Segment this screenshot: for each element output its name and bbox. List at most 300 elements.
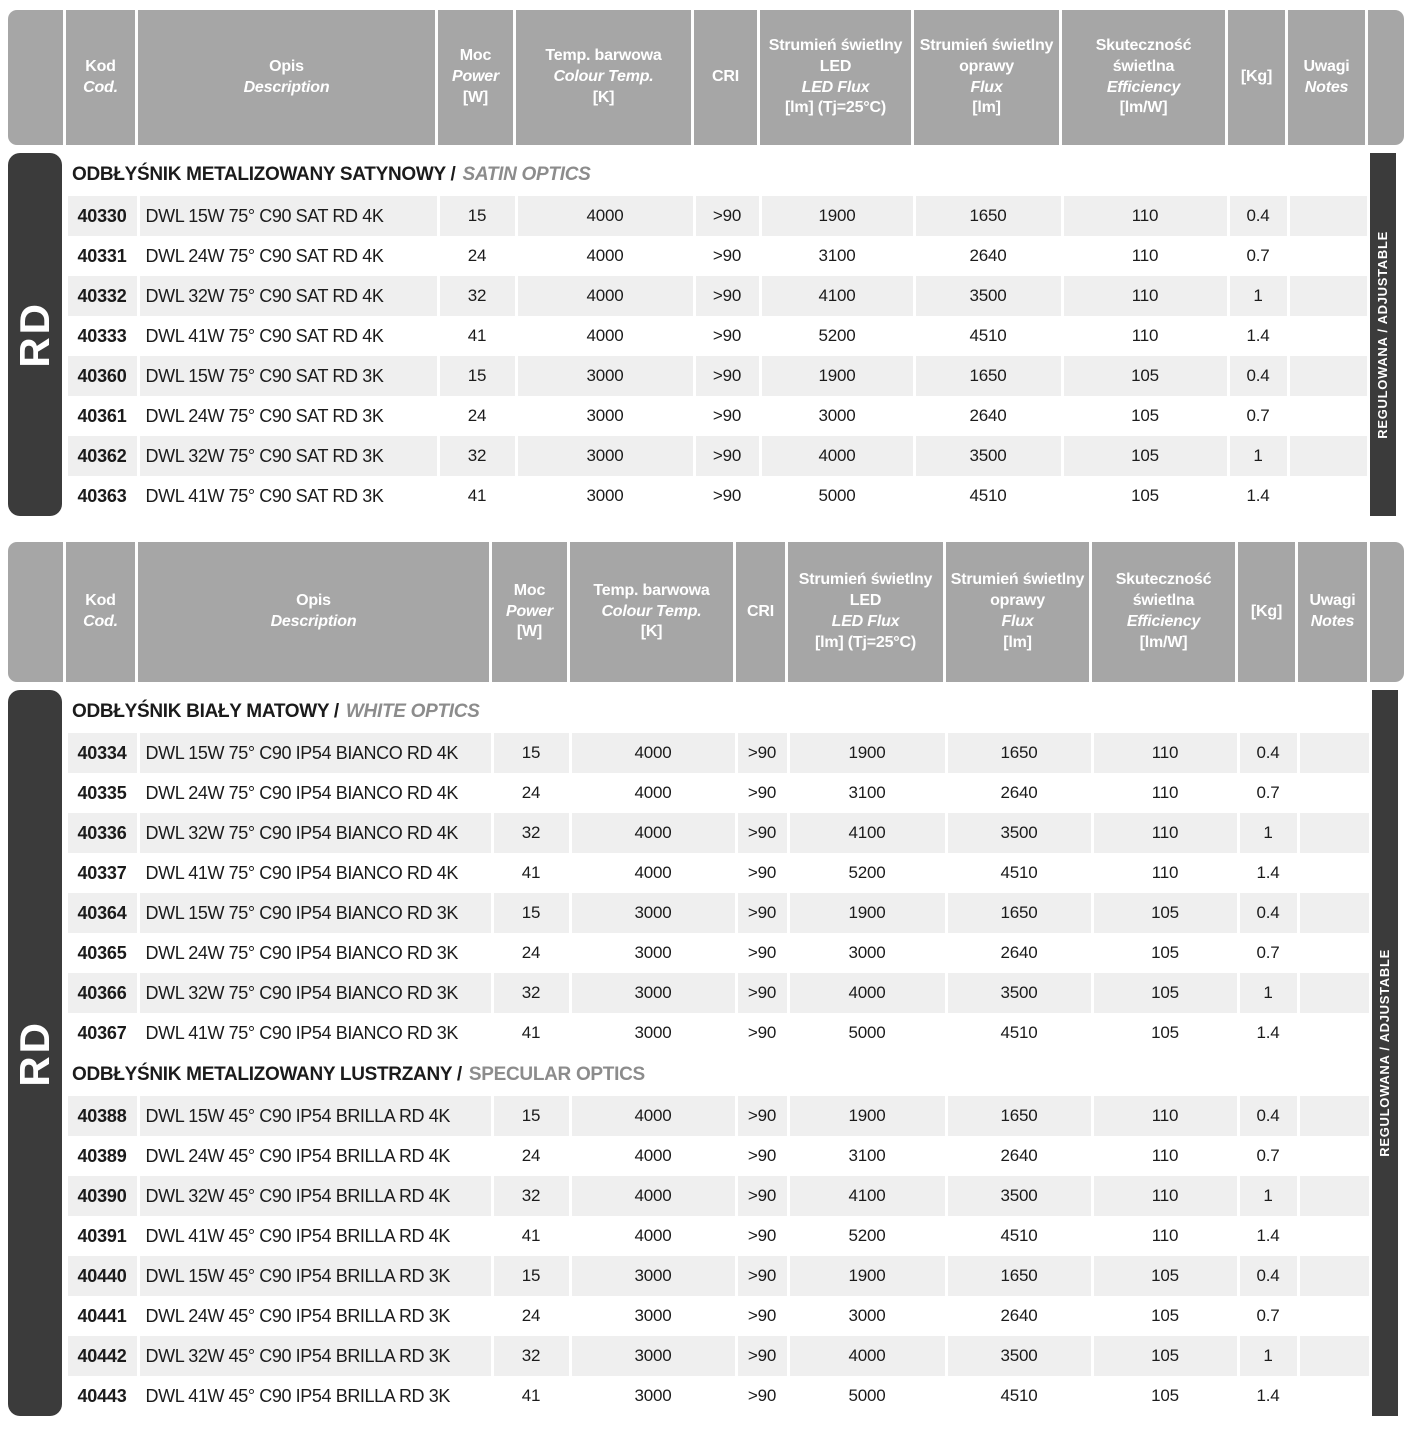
cell-efficiency: 110 (1062, 236, 1228, 276)
adjustable-strip-cell (1368, 153, 1404, 516)
cell-efficiency: 110 (1092, 853, 1238, 893)
cell-kod: 40334 (66, 733, 138, 773)
cell-opis: DWL 41W 45° C90 IP54 BRILLA RD 4K (138, 1216, 492, 1256)
cell-kod: 40362 (66, 436, 138, 476)
cell-uwagi-empty (1298, 1096, 1370, 1136)
section-title-en: SPECULAR OPTICS (468, 1063, 645, 1085)
cell-temp: 3000 (570, 1256, 736, 1296)
column-label-pl: [Kg] (1240, 68, 1273, 86)
cell-uwagi-empty (1298, 1176, 1370, 1216)
cell-moc: 24 (492, 933, 570, 973)
cell-efficiency: 105 (1062, 356, 1228, 396)
cell-led-flux: 4100 (788, 1176, 946, 1216)
section-title-en: SATIN OPTICS (462, 163, 591, 185)
column-label-pl: Opis (269, 57, 304, 75)
cell-kod: 40390 (66, 1176, 138, 1216)
cell-opis: DWL 32W 75° C90 SAT RD 4K (138, 276, 438, 316)
cell-efficiency: 110 (1092, 1096, 1238, 1136)
cell-kg: 1 (1228, 436, 1288, 476)
column-header-temp (570, 542, 736, 682)
cell-led-flux: 5000 (788, 1013, 946, 1053)
cell-cri: >90 (736, 893, 788, 933)
cell-kod: 40441 (66, 1296, 138, 1336)
section-title-pl: ODBŁYŚNIK METALIZOWANY SATYNOWY / (72, 163, 456, 185)
column-header-kod (66, 10, 138, 145)
table-row (8, 476, 1404, 516)
cell-temp: 3000 (570, 893, 736, 933)
cell-temp: 4000 (516, 196, 694, 236)
column-label-en: Colour Temp. (553, 68, 654, 86)
cell-flux: 1650 (914, 356, 1062, 396)
column-label-en: Power (505, 602, 554, 620)
table-row (8, 733, 1404, 773)
adjustable-strip (1372, 690, 1398, 1416)
cell-temp: 3000 (570, 1013, 736, 1053)
cell-cri: >90 (736, 813, 788, 853)
cell-moc: 41 (492, 1376, 570, 1416)
column-label-en: LED Flux (801, 78, 870, 96)
cell-flux: 2640 (946, 1296, 1092, 1336)
cell-kod: 40333 (66, 316, 138, 356)
cell-temp: 4000 (570, 1216, 736, 1256)
cell-led-flux: 3100 (760, 236, 914, 276)
cell-led-flux: 4100 (760, 276, 914, 316)
cell-temp: 3000 (516, 396, 694, 436)
cell-cri: >90 (736, 1296, 788, 1336)
cell-efficiency: 105 (1092, 973, 1238, 1013)
cell-moc: 32 (438, 276, 516, 316)
section-header-row (8, 690, 1404, 733)
cell-moc: 41 (492, 853, 570, 893)
column-label-pl: Moc (459, 47, 492, 65)
cell-kg: 1 (1238, 1336, 1298, 1376)
cell-kod: 40361 (66, 396, 138, 436)
column-label-pl: CRI (712, 68, 739, 86)
column-header-kod (66, 542, 138, 682)
cell-kg: 0.4 (1238, 893, 1298, 933)
cell-moc: 32 (438, 436, 516, 476)
cell-flux: 3500 (946, 1336, 1092, 1376)
cell-flux: 4510 (946, 1376, 1092, 1416)
cell-uwagi-empty (1298, 1216, 1370, 1256)
column-header-temp (516, 10, 694, 145)
column-label-en: Power (451, 68, 500, 86)
column-label-pl: Strumień świetlny LED (798, 571, 933, 610)
cell-kod: 40365 (66, 933, 138, 973)
cell-uwagi-empty (1298, 773, 1370, 813)
cell-kod: 40364 (66, 893, 138, 933)
cell-kod: 40337 (66, 853, 138, 893)
table-row (8, 316, 1404, 356)
cell-flux: 2640 (946, 773, 1092, 813)
column-label-en: LED Flux (831, 613, 900, 630)
cell-led-flux: 1900 (788, 893, 946, 933)
cell-led-flux: 1900 (788, 1096, 946, 1136)
column-header-cri (736, 542, 788, 682)
column-label-en: Colour Temp. (601, 602, 702, 620)
cell-uwagi-empty (1288, 476, 1368, 516)
cell-cri: >90 (736, 1336, 788, 1376)
cell-kg: 0.7 (1228, 396, 1288, 436)
spec-table (8, 690, 1404, 1416)
cell-efficiency: 105 (1062, 396, 1228, 436)
cell-led-flux: 5200 (788, 1216, 946, 1256)
section-title (66, 690, 1370, 733)
cell-kod: 40443 (66, 1376, 138, 1416)
cell-opis: DWL 15W 45° C90 IP54 BRILLA RD 4K (138, 1096, 492, 1136)
cell-temp: 3000 (570, 973, 736, 1013)
table-row (8, 933, 1404, 973)
table-row (8, 1096, 1404, 1136)
cell-moc: 41 (492, 1013, 570, 1053)
section-title (66, 153, 1368, 196)
column-label-pl: Moc (513, 581, 546, 599)
column-label-pl: Opis (296, 592, 331, 610)
cell-temp: 4000 (570, 773, 736, 813)
column-label-pl: Temp. barwowa (545, 47, 662, 65)
cell-led-flux: 5000 (760, 476, 914, 516)
cell-efficiency: 105 (1092, 893, 1238, 933)
cell-opis: DWL 41W 75° C90 SAT RD 4K (138, 316, 438, 356)
table-row (8, 1336, 1404, 1376)
section-header-row (8, 153, 1404, 196)
spec-table (8, 153, 1404, 516)
cell-uwagi-empty (1288, 356, 1368, 396)
section-title (66, 1053, 1370, 1096)
column-header-cri (694, 10, 760, 145)
cell-efficiency: 105 (1092, 1013, 1238, 1053)
header-spacer-left (8, 10, 66, 145)
cell-cri: >90 (736, 773, 788, 813)
column-label-en: Notes (1310, 613, 1355, 630)
cell-kod: 40332 (66, 276, 138, 316)
cell-kod: 40360 (66, 356, 138, 396)
table-row (8, 436, 1404, 476)
cell-kod: 40336 (66, 813, 138, 853)
cell-cri: >90 (736, 1256, 788, 1296)
column-label-en: Description (243, 78, 330, 96)
column-header-kg (1238, 542, 1298, 682)
cell-moc: 24 (492, 773, 570, 813)
cell-led-flux: 5200 (788, 853, 946, 893)
table-row (8, 1256, 1404, 1296)
cell-moc: 32 (492, 1176, 570, 1216)
column-label-en: Description (270, 613, 357, 630)
cell-moc: 41 (438, 316, 516, 356)
cell-uwagi-empty (1298, 933, 1370, 973)
column-unit: [lm] (972, 99, 1001, 117)
side-tab-cell (8, 690, 66, 1416)
section-header-row (8, 1053, 1404, 1096)
cell-temp: 4000 (570, 733, 736, 773)
column-label-pl: Strumień świetlny oprawy (919, 36, 1054, 75)
cell-opis: DWL 32W 75° C90 SAT RD 3K (138, 436, 438, 476)
cell-kg: 1 (1228, 276, 1288, 316)
cell-kod: 40389 (66, 1136, 138, 1176)
cell-opis: DWL 32W 75° C90 IP54 BIANCO RD 3K (138, 973, 492, 1013)
cell-efficiency: 105 (1092, 1336, 1238, 1376)
cell-led-flux: 3000 (788, 933, 946, 973)
cell-kg: 1.4 (1238, 1376, 1298, 1416)
cell-kg: 0.7 (1238, 1296, 1298, 1336)
cell-moc: 41 (438, 476, 516, 516)
cell-flux: 1650 (946, 733, 1092, 773)
column-header-flux (946, 542, 1092, 682)
cell-flux: 3500 (914, 436, 1062, 476)
cell-temp: 4000 (570, 1096, 736, 1136)
cell-led-flux: 5200 (760, 316, 914, 356)
cell-moc: 15 (438, 356, 516, 396)
column-header-band (8, 542, 1404, 682)
cell-flux: 1650 (946, 1256, 1092, 1296)
adjustable-strip (1370, 153, 1396, 516)
table-row (8, 813, 1404, 853)
cell-flux: 1650 (914, 196, 1062, 236)
cell-led-flux: 1900 (760, 356, 914, 396)
cell-temp: 4000 (570, 1176, 736, 1216)
cell-kg: 1 (1238, 813, 1298, 853)
cell-cri: >90 (736, 1096, 788, 1136)
cell-uwagi-empty (1288, 236, 1368, 276)
column-unit: [lm] (Tj=25°C) (785, 99, 886, 117)
cell-opis: DWL 24W 75° C90 IP54 BIANCO RD 3K (138, 933, 492, 973)
table-row (8, 236, 1404, 276)
cell-kg: 0.4 (1228, 196, 1288, 236)
column-header-led-flux (760, 10, 914, 145)
cell-kg: 1.4 (1238, 853, 1298, 893)
column-header-flux (914, 10, 1062, 145)
cell-flux: 2640 (914, 396, 1062, 436)
cell-kg: 0.4 (1238, 1256, 1298, 1296)
cell-temp: 4000 (570, 813, 736, 853)
adjustable-strip-label: REGULOWANA / ADJUSTABLE (1377, 949, 1393, 1157)
cell-led-flux: 1900 (788, 1256, 946, 1296)
cell-efficiency: 110 (1062, 276, 1228, 316)
cell-kg: 0.4 (1238, 1096, 1298, 1136)
cell-efficiency: 105 (1062, 436, 1228, 476)
column-header-uwagi (1298, 542, 1370, 682)
cell-opis: DWL 15W 45° C90 IP54 BRILLA RD 3K (138, 1256, 492, 1296)
cell-moc: 24 (492, 1296, 570, 1336)
cell-kod: 40440 (66, 1256, 138, 1296)
cell-moc: 32 (492, 973, 570, 1013)
cell-flux: 3500 (946, 973, 1092, 1013)
cell-uwagi-empty (1288, 316, 1368, 356)
column-label-en: Cod. (83, 78, 118, 96)
cell-efficiency: 110 (1062, 316, 1228, 356)
cell-efficiency: 105 (1062, 476, 1228, 516)
section-title-pl: ODBŁYŚNIK BIAŁY MATOWY / (72, 700, 339, 722)
cell-opis: DWL 32W 45° C90 IP54 BRILLA RD 4K (138, 1176, 492, 1216)
cell-opis: DWL 15W 75° C90 IP54 BIANCO RD 3K (138, 893, 492, 933)
cell-led-flux: 1900 (760, 196, 914, 236)
cell-cri: >90 (694, 276, 760, 316)
cell-cri: >90 (694, 396, 760, 436)
cell-cri: >90 (736, 853, 788, 893)
rd-logo: RD (10, 1019, 58, 1087)
header-spacer-right (1370, 542, 1404, 682)
table-row (8, 1216, 1404, 1256)
cell-kg: 1.4 (1238, 1216, 1298, 1256)
column-label-en: Efficiency (1126, 613, 1201, 630)
cell-kod: 40330 (66, 196, 138, 236)
cell-efficiency: 110 (1092, 733, 1238, 773)
column-unit: [W] (516, 623, 543, 641)
cell-efficiency: 105 (1092, 1296, 1238, 1336)
cell-moc: 15 (492, 893, 570, 933)
cell-moc: 32 (492, 1336, 570, 1376)
adjustable-strip-label: REGULOWANA / ADJUSTABLE (1375, 230, 1391, 439)
cell-kg: 0.7 (1228, 236, 1288, 276)
column-unit: [lm/W] (1139, 633, 1188, 651)
header-spacer-right (1368, 10, 1404, 145)
cell-cri: >90 (694, 476, 760, 516)
cell-kod: 40388 (66, 1096, 138, 1136)
column-label-pl: CRI (747, 602, 774, 620)
table-row (8, 1013, 1404, 1053)
column-header-opis (138, 10, 438, 145)
column-unit: [K] (640, 623, 663, 641)
cell-opis: DWL 24W 75° C90 SAT RD 4K (138, 236, 438, 276)
cell-cri: >90 (694, 436, 760, 476)
table-row (8, 196, 1404, 236)
cell-temp: 3000 (516, 436, 694, 476)
cell-moc: 24 (438, 396, 516, 436)
cell-cri: >90 (694, 356, 760, 396)
cell-uwagi-empty (1298, 733, 1370, 773)
cell-efficiency: 110 (1092, 1216, 1238, 1256)
cell-efficiency: 105 (1092, 933, 1238, 973)
cell-kg: 1.4 (1228, 316, 1288, 356)
cell-efficiency: 110 (1092, 1176, 1238, 1216)
adjustable-strip-cell (1370, 690, 1404, 1416)
cell-flux: 4510 (946, 1013, 1092, 1053)
cell-flux: 1650 (946, 1096, 1092, 1136)
cell-uwagi-empty (1288, 436, 1368, 476)
cell-led-flux: 4100 (788, 813, 946, 853)
column-header-efficiency (1092, 542, 1238, 682)
cell-uwagi-empty (1288, 276, 1368, 316)
column-label-en: Flux (970, 78, 1003, 96)
cell-kg: 1 (1238, 1176, 1298, 1216)
side-tab (8, 153, 62, 516)
cell-kg: 0.4 (1238, 733, 1298, 773)
cell-opis: DWL 24W 75° C90 SAT RD 3K (138, 396, 438, 436)
section-title-pl: ODBŁYŚNIK METALIZOWANY LUSTRZANY / (72, 1063, 462, 1085)
cell-opis: DWL 32W 45° C90 IP54 BRILLA RD 3K (138, 1336, 492, 1376)
rd-logo: RD (10, 301, 58, 368)
cell-temp: 3000 (516, 476, 694, 516)
cell-flux: 3500 (946, 1176, 1092, 1216)
cell-kg: 1.4 (1238, 1013, 1298, 1053)
cell-uwagi-empty (1298, 1376, 1370, 1416)
cell-led-flux: 5000 (788, 1376, 946, 1416)
cell-cri: >90 (736, 1013, 788, 1053)
cell-flux: 4510 (914, 476, 1062, 516)
cell-cri: >90 (736, 973, 788, 1013)
column-header-moc (438, 10, 516, 145)
cell-efficiency: 105 (1092, 1256, 1238, 1296)
cell-cri: >90 (736, 933, 788, 973)
column-header-led-flux (788, 542, 946, 682)
cell-flux: 4510 (914, 316, 1062, 356)
table-row (8, 773, 1404, 813)
column-header-band (8, 10, 1404, 145)
table-row (8, 1296, 1404, 1336)
column-label-pl: [Kg] (1250, 602, 1283, 620)
cell-temp: 3000 (570, 1376, 736, 1416)
cell-cri: >90 (736, 1136, 788, 1176)
cell-moc: 15 (492, 733, 570, 773)
cell-temp: 3000 (570, 1336, 736, 1376)
cell-uwagi-empty (1298, 973, 1370, 1013)
cell-opis: DWL 41W 75° C90 IP54 BIANCO RD 3K (138, 1013, 492, 1053)
table-row (8, 853, 1404, 893)
cell-efficiency: 110 (1092, 1136, 1238, 1176)
cell-led-flux: 4000 (788, 1336, 946, 1376)
cell-opis: DWL 24W 45° C90 IP54 BRILLA RD 4K (138, 1136, 492, 1176)
cell-flux: 3500 (914, 276, 1062, 316)
column-unit: [K] (592, 88, 615, 106)
column-label-pl: Strumień świetlny oprawy (950, 571, 1085, 610)
column-unit: [W] (462, 88, 489, 106)
section-title-en: WHITE OPTICS (345, 700, 480, 722)
cell-temp: 4000 (516, 276, 694, 316)
column-label-en: Efficiency (1106, 78, 1181, 96)
cell-led-flux: 3100 (788, 1136, 946, 1176)
cell-kg: 0.7 (1238, 1136, 1298, 1176)
cell-led-flux: 1900 (788, 733, 946, 773)
cell-moc: 41 (492, 1216, 570, 1256)
column-label-en: Notes (1304, 78, 1349, 96)
cell-kg: 0.7 (1238, 933, 1298, 973)
cell-uwagi-empty (1298, 853, 1370, 893)
cell-temp: 4000 (570, 1136, 736, 1176)
column-unit: [lm] (1003, 633, 1032, 651)
column-label-pl: Uwagi (1303, 57, 1350, 75)
cell-moc: 32 (492, 813, 570, 853)
cell-opis: DWL 15W 75° C90 SAT RD 3K (138, 356, 438, 396)
cell-flux: 2640 (914, 236, 1062, 276)
cell-temp: 3000 (570, 1296, 736, 1336)
cell-cri: >90 (736, 733, 788, 773)
cell-flux: 2640 (946, 1136, 1092, 1176)
column-label-pl: Uwagi (1309, 592, 1356, 610)
cell-uwagi-empty (1288, 196, 1368, 236)
cell-opis: DWL 41W 75° C90 SAT RD 3K (138, 476, 438, 516)
column-label-pl: Strumień świetlny LED (768, 36, 903, 75)
cell-temp: 4000 (570, 853, 736, 893)
column-header-uwagi (1288, 10, 1368, 145)
cell-kod: 40335 (66, 773, 138, 813)
cell-temp: 4000 (516, 316, 694, 356)
column-label-pl: Kod (85, 57, 116, 75)
cell-cri: >90 (694, 316, 760, 356)
cell-uwagi-empty (1298, 1296, 1370, 1336)
cell-opis: DWL 24W 75° C90 IP54 BIANCO RD 4K (138, 773, 492, 813)
cell-efficiency: 110 (1062, 196, 1228, 236)
cell-cri: >90 (736, 1176, 788, 1216)
column-label-en: Cod. (83, 613, 118, 630)
column-label-pl: Temp. barwowa (593, 581, 710, 599)
cell-uwagi-empty (1298, 1136, 1370, 1176)
column-unit: [lm] (Tj=25°C) (815, 633, 916, 651)
side-tab-cell (8, 153, 66, 516)
cell-flux: 1650 (946, 893, 1092, 933)
cell-opis: DWL 24W 45° C90 IP54 BRILLA RD 3K (138, 1296, 492, 1336)
table-row (8, 396, 1404, 436)
cell-flux: 2640 (946, 933, 1092, 973)
